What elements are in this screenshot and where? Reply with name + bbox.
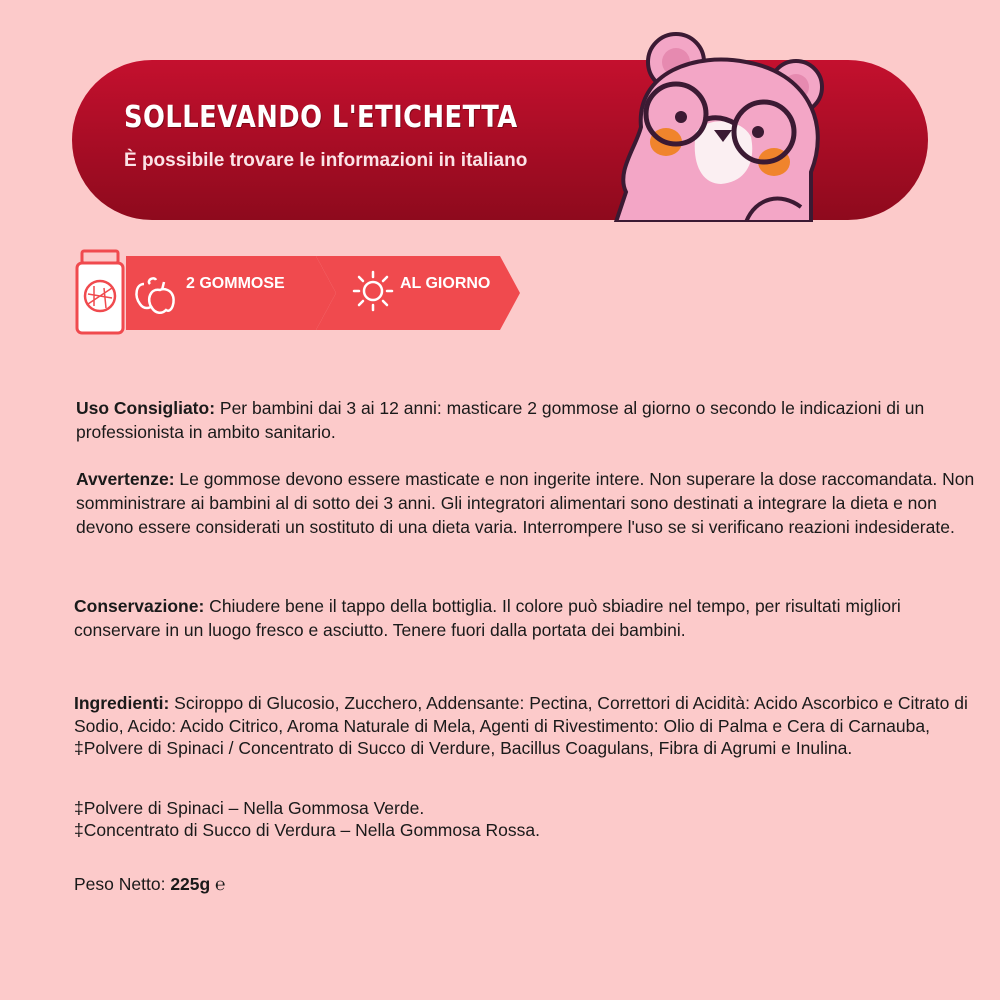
dose-label: 2 GOMMOSE <box>186 275 285 292</box>
net-weight-value: 225g <box>170 874 211 894</box>
storage-heading: Conservazione: <box>74 596 205 616</box>
net-weight <box>74 872 982 896</box>
storage-section <box>74 594 982 642</box>
banner-title: SOLLEVANDO L'ETICHETTA <box>124 100 518 135</box>
bear-mascot-icon <box>606 32 846 222</box>
storage-text: Chiudere bene il tappo della bottiglia. Il colore può sbiadire nel tempo, per risultati migliori conservare in un luogo fresco e asciutto. Tenere fuori dalla portata dei bambini. <box>74 596 901 640</box>
ingredients-text: Sciroppo di Glucosio, Zucchero, Addensante: Pectina, Correttori di Acidità: Acido Ascorbico e Citrato di Sodio, Acido: Acido Citrico, Aroma Naturale di Mela, Agenti di Rivestimento: Olio di Palma e Cera di Carnauba, ‡Polvere di Spinaci / Concentrato di Succo di Verdure, Bacillus Coagulans, Fibra di Agrumi e Inulina. <box>74 693 968 758</box>
sun-icon <box>352 270 394 312</box>
apple-icon <box>132 270 176 316</box>
warnings-section <box>76 467 984 539</box>
warnings-text: Le gommose devono essere masticate e non ingerite intere. Non superare la dose raccomandata. Non somministrare ai bambini al di sotto dei 3 anni. Gli integratori alimentari sono destinati a integrare la dieta e non devono essere considerati un sostituto di una dieta varia. Interrompere l'uso se si verificano reazioni indesiderate. <box>76 469 975 537</box>
estimated-sign-icon: ℮ <box>215 874 226 894</box>
net-weight-label: Peso Netto: <box>74 874 171 894</box>
ingredients-heading: Ingredienti: <box>74 693 170 713</box>
banner-subtitle: È possibile trovare le informazioni in italiano <box>124 150 528 171</box>
footnote-2: ‡Concentrato di Succo di Verdura – Nella Gommosa Rossa. <box>74 820 540 840</box>
footnote-1: ‡Polvere di Spinaci – Nella Gommosa Verde. <box>74 798 425 818</box>
jar-icon <box>74 248 126 336</box>
frequency-badge-shape <box>316 256 520 330</box>
ingredients-section <box>74 692 982 760</box>
footnotes-section <box>74 797 982 841</box>
dosage-badges <box>74 248 534 336</box>
frequency-label: AL GIORNO <box>400 275 491 292</box>
warnings-heading: Avvertenze: <box>76 469 175 489</box>
usage-text: Per bambini dai 3 ai 12 anni: masticare 2 gommose al giorno o secondo le indicazioni di un professionista in ambito sanitario. <box>76 398 925 442</box>
usage-heading: Uso Consigliato: <box>76 398 216 418</box>
usage-section <box>76 396 984 444</box>
